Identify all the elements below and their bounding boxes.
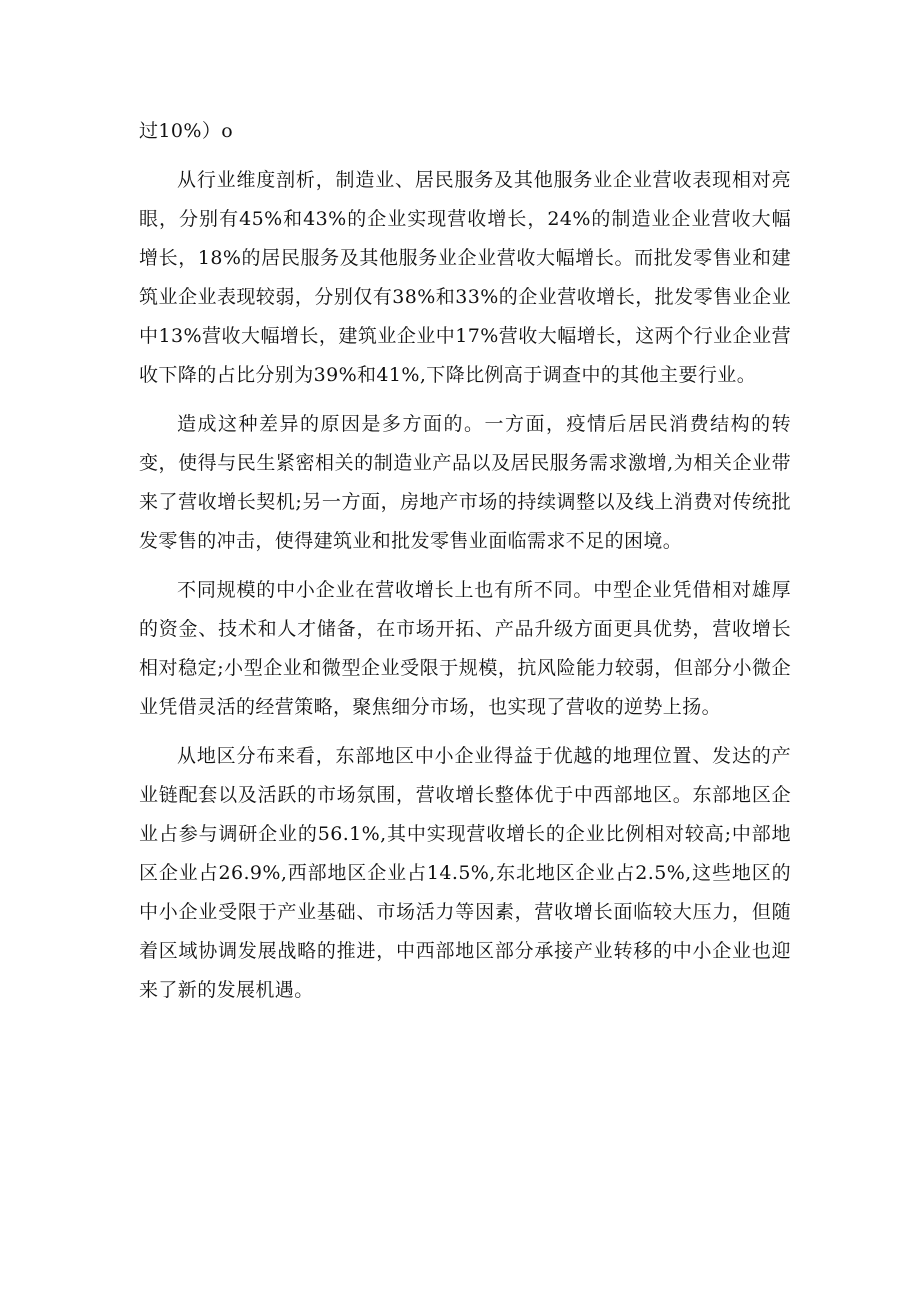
paragraph-industry-analysis: 从行业维度剖析，制造业、居民服务及其他服务业企业营收表现相对亮眼，分别有45%和43%的企业实现营收增长，24%的制造业企业营收大幅增长，18%的居民服务及其他服务业企业营收大幅增长。而批发零售业和建筑业企业表现较弱，分别仅有38%和33%的企业营收增长，批发零售业企业中13%营收大幅增长，建筑业企业中17%营收大幅增长，这两个行业企业营收下降的占比分别为39%和41%,下降比例高于调查中的其他主要行业。: [139, 169, 791, 386]
paragraph-causes: 造成这种差异的原因是多方面的。一方面，疫情后居民消费结构的转变，使得与民生紧密相关的制造业产品以及居民服务需求激增,为相关企业带来了营收增长契机;另一方面，房地产市场的持续调整以及线上消费对传统批发零售的冲击，使得建筑业和批发零售业面临需求不足的困境。: [139, 413, 791, 552]
paragraph-continuation: 过10%）o: [139, 120, 234, 142]
paragraph-regional-distribution: 从地区分布来看，东部地区中小企业得益于优越的地理位置、发达的产业链配套以及活跃的市场氛围，营收增长整体优于中西部地区。东部地区企业占参与调研企业的56.1%,其中实现营收增长的企业比例相对较高;中部地区企业占26.9%,西部地区企业占14.5%,东北地区企业占2.5%,这些地区的中小企业受限于产业基础、市场活力等因素，营收增长面临较大压力，但随着区域协调发展战略的推进，中西部地区部分承接产业转移的中小企业也迎来了新的发展机遇。: [139, 745, 791, 1001]
document-page: [139, 112, 791, 1010]
paragraph-enterprise-scale: 不同规模的中小企业在营收增长上也有所不同。中型企业凭借相对雄厚的资金、技术和人才储备，在市场开拓、产品升级方面更具优势，营收增长相对稳定;小型企业和微型企业受限于规模，抗风险能力较弱，但部分小微企业凭借灵活的经营策略，聚焦细分市场，也实现了营收的逆势上扬。: [139, 579, 791, 718]
